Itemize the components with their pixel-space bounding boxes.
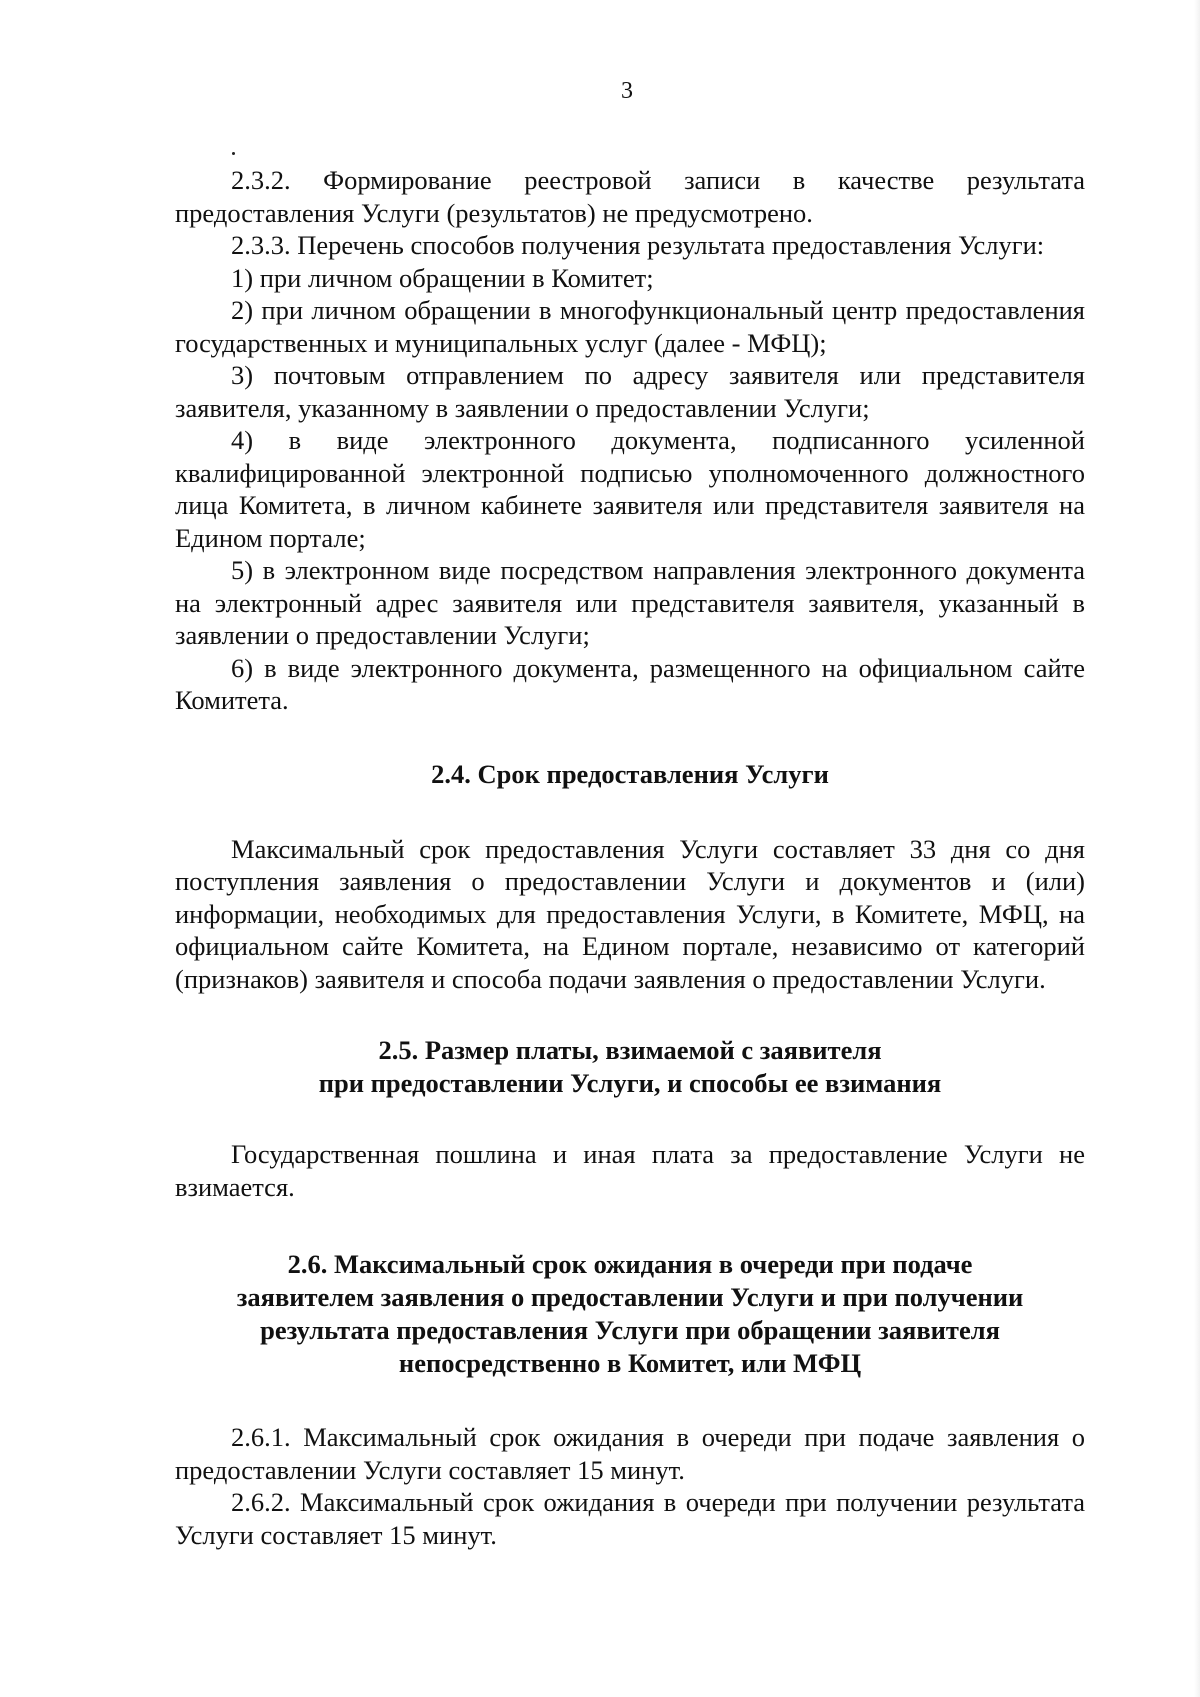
heading-2-6-line-4: непосредственно в Комитет, или МФЦ — [398, 1348, 862, 1378]
heading-2-6-line-3: результата предоставления Услуги при обращении заявителя — [260, 1315, 1000, 1345]
paragraph-2-4: Максимальный срок предоставления Услуги составляет 33 дня со дня поступления заявления о предоставлении Услуги и документов и (или) информации, необходимых для предоставления Услуги, в Комитете, МФЦ, на официальном сайте Комитета, на Едином портале, независимо от категорий (признаков) заявителя и способа подачи заявления о предоставлении Услуги. — [175, 833, 1085, 994]
page-number: 3 — [621, 78, 633, 104]
paragraph-2-6-2: 2.6.2. Максимальный срок ожидания в очереди при получении результата Услуги составляет 15 минут. — [175, 1487, 1085, 1550]
scan-edge-shadow — [1194, 0, 1200, 1697]
list-item-2: 2) при личном обращении в многофункциональный центр предоставления государственных и муниципальных услуг (далее - МФЦ); — [175, 295, 1085, 358]
paragraph-2-6-1: 2.6.1. Максимальный срок ожидания в очереди при подаче заявления о предоставлении Услуги составляет 15 минут. — [175, 1422, 1085, 1485]
paragraph-2-3-3: 2.3.3. Перечень способов получения результата предоставления Услуги: — [231, 230, 1045, 260]
paragraph-2-5: Государственная пошлина и иная плата за предоставление Услуги не взимается. — [175, 1139, 1085, 1202]
heading-2-5-line-1: 2.5. Размер платы, взимаемой с заявителя — [378, 1035, 882, 1065]
paragraph-2-3-2: 2.3.2. Формирование реестровой записи в качестве результата предоставления Услуги (результатов) не предусмотрено. — [175, 165, 1085, 228]
heading-2-6 — [175, 1248, 1085, 1380]
heading-2-5-line-2: при предоставлении Услуги, и способы ее взимания — [318, 1068, 942, 1098]
list-item-3: 3) почтовым отправлением по адресу заявителя или представителя заявителя, указанному в заявлении о предоставлении Услуги; — [175, 360, 1085, 423]
list-item-5: 5) в электронном виде посредством направления электронного документа на электронный адрес заявителя или представителя заявителя, указанный в заявлении о предоставлении Услуги; — [175, 555, 1085, 650]
heading-2-4: 2.4. Срок предоставления Услуги — [431, 758, 829, 789]
heading-2-6-line-2: заявителем заявления о предоставлении Услуги и при получении — [236, 1282, 1024, 1312]
heading-2-6-line-1: 2.6. Максимальный срок ожидания в очереди при подаче — [287, 1249, 973, 1279]
heading-2-5 — [175, 1034, 1085, 1100]
document-body — [175, 164, 1085, 1551]
list-item-6: 6) в виде электронного документа, размещенного на официальном сайте Комитета. — [175, 652, 1085, 715]
scan-speck — [232, 152, 235, 155]
list-item-4: 4) в виде электронного документа, подписанного усиленной квалифицированной электронной подписью уполномоченного должностного лица Комитета, в личном кабинете заявителя или представителя заявителя на Едином портале; — [175, 425, 1085, 553]
list-item-1: 1) при личном обращении в Комитет; — [231, 262, 654, 293]
